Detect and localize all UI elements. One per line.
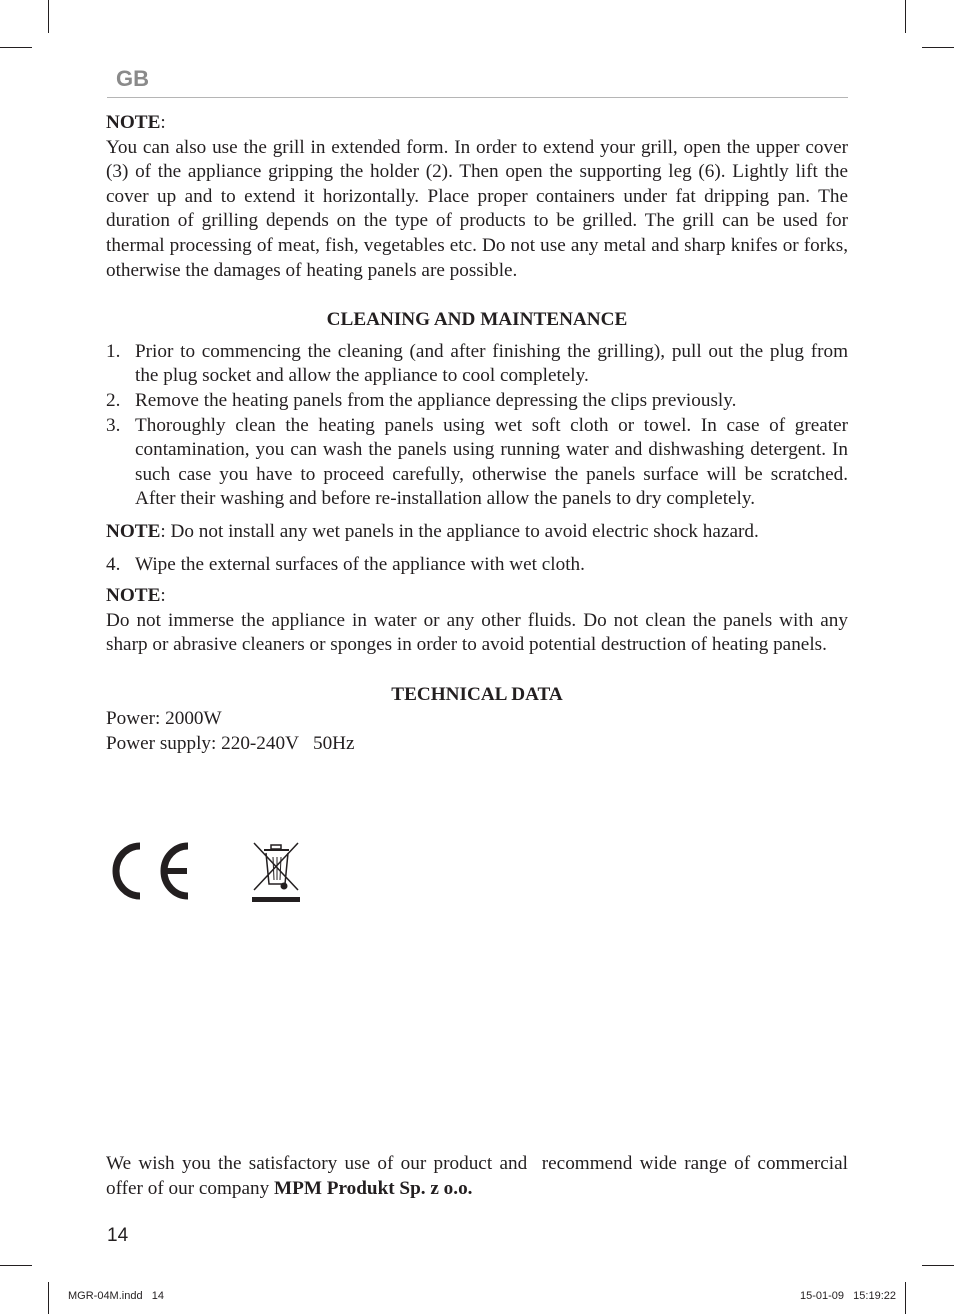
header-rule (107, 97, 848, 98)
crop-mark (922, 47, 954, 48)
crop-mark (922, 1265, 954, 1266)
crop-mark (48, 0, 49, 33)
list-number: 4. (106, 553, 121, 575)
list-item-text: Prior to commencing the cleaning (and after finishing the grilling), pull out the plug from the plug socket and allow the appliance to cool completely. (135, 340, 848, 387)
company-name: MPM Produkt Sp. z o.o. (274, 1177, 473, 1199)
crop-mark (905, 0, 906, 33)
page-number: 14 (107, 1225, 129, 1246)
technical-heading: TECHNICAL DATA (391, 683, 563, 705)
list-number: 2. (106, 389, 121, 411)
closing-paragraph (106, 1152, 848, 1201)
closing-text: We wish you the satisfactory use of our product and recommend wide range of commercial offer of our company (106, 1153, 848, 1199)
list-item-text: Thoroughly clean the heating panels using wet soft cloth or towel. In case of greater contamination, you can wash the panels using running water and dishwashing detergent. In such case you have to proceed carefully, otherwise the panels surface will be scratched. After their washing and before re-installation allow the panels to dry completely. (135, 414, 848, 510)
note2-text: Do not immerse the appliance in water or any other fluids. Do not clean the panels with any sharp or abrasive cleaners or sponges in order to avoid potential destruction of heating panels. (106, 609, 848, 656)
list-item-text: Wipe the external surfaces of the appliance with wet cloth. (135, 553, 585, 575)
power-supply-spec: Power supply: 220-240V 50Hz (106, 733, 355, 755)
note-label: NOTE (106, 585, 161, 607)
note-label: NOTE (106, 520, 161, 542)
list-number: 1. (106, 340, 121, 362)
cleaning-note (106, 520, 848, 545)
cleaning-heading: CLEANING AND MAINTENANCE (326, 309, 628, 331)
closing-message (106, 1152, 848, 1201)
note1-text: You can also use the grill in extended form. In order to extend your grill, open the upper cover (3) of the appliance gripping the holder (2). Then open the supporting leg (6). Lightly lift the cover up and to extend it horizontally. Place proper containers under fat dripping pan. The duration of grilling depends on the type of products to be grilled. The grill can be used for thermal processing of meat, fish, vegetables etc. Do not use any metal and sharp knifes or forks, otherwise the damages of heating panels are possible. (106, 136, 848, 281)
slug-file: MGR-04M.indd 14 (68, 1290, 164, 1302)
note1-block: NOTE: (106, 112, 166, 133)
cleaning-list (106, 340, 848, 512)
crop-mark (0, 1265, 32, 1266)
compliance-symbols (107, 838, 307, 904)
crop-mark (0, 47, 32, 48)
crossed-out-bin-icon (251, 840, 301, 906)
note2-block: NOTE: (106, 585, 166, 607)
list-item-text: Remove the heating panels from the appliance depressing the clips previously. (135, 389, 737, 411)
list-item (106, 389, 848, 414)
crop-mark (48, 1282, 49, 1314)
cleaning-list-continued (106, 553, 848, 578)
power-spec: Power: 2000W (106, 708, 222, 730)
slug-date: 15-01-09 15:19:22 (799, 1290, 896, 1302)
list-item (106, 340, 848, 389)
crop-mark (905, 1282, 906, 1314)
cleaning-note-text: : Do not install any wet panels in the appliance to avoid electric shock hazard. (160, 520, 759, 542)
list-item (106, 553, 848, 578)
manual-content (106, 111, 848, 757)
list-number: 3. (106, 414, 121, 436)
note-label: NOTE (106, 112, 161, 133)
list-item (106, 414, 848, 512)
language-label: GB (116, 66, 149, 91)
